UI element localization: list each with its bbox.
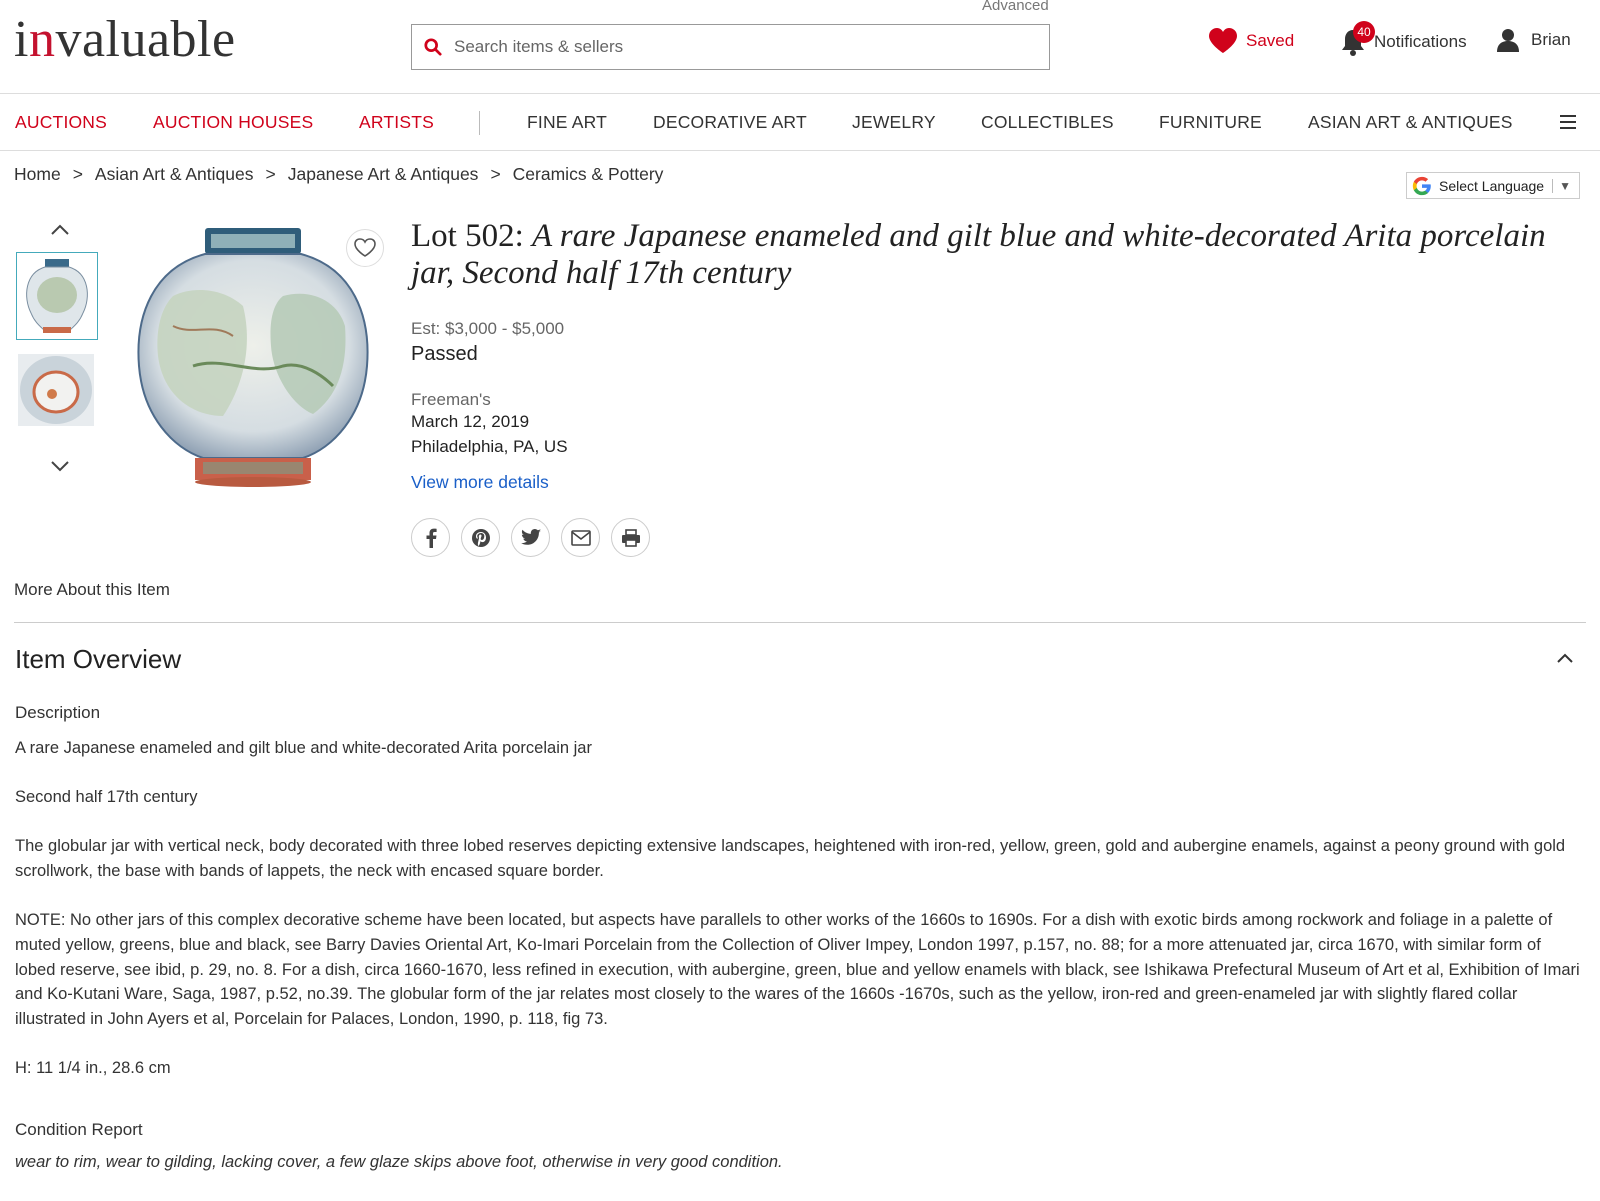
breadcrumb-separator: > (490, 164, 501, 184)
more-about-heading: More About this Item (14, 580, 170, 599)
search-icon[interactable] (424, 38, 442, 56)
chevron-up-icon[interactable] (50, 222, 70, 236)
print-icon[interactable] (611, 518, 650, 557)
description-paragraph: Second half 17th century (15, 788, 198, 807)
search-input[interactable] (454, 37, 1034, 57)
search-bar[interactable] (411, 24, 1050, 70)
breadcrumb-ceramics[interactable]: Ceramics & Pottery (512, 164, 664, 184)
logo-rest: valuable (55, 11, 236, 68)
description-paragraph: A rare Japanese enameled and gilt blue and white-decorated Arita porcelain jar (15, 739, 592, 757)
nav-artists[interactable]: ARTISTS (359, 112, 434, 132)
view-more-details-link[interactable]: View more details (411, 472, 549, 492)
nav-fine-art[interactable]: FINE ART (527, 112, 608, 132)
description-paragraph: H: 11 1/4 in., 28.6 cm (15, 1059, 171, 1078)
breadcrumb-japanese-art[interactable]: Japanese Art & Antiques (287, 164, 479, 184)
thumbnail-base[interactable] (16, 354, 98, 442)
notification-badge: 40 (1353, 21, 1375, 43)
saved-label: Saved (1246, 31, 1295, 50)
logo-accent: n (28, 11, 56, 68)
breadcrumb-separator: > (265, 164, 276, 184)
description-heading: Description (15, 703, 101, 722)
main-nav (0, 93, 1600, 151)
collapse-chevron-icon[interactable] (1557, 653, 1573, 663)
lot-main-image[interactable] (133, 226, 373, 488)
language-select[interactable] (1406, 172, 1580, 199)
nav-auctions[interactable]: AUCTIONS (15, 112, 108, 132)
item-overview-title[interactable]: Item Overview (15, 644, 182, 674)
description-paragraph: NOTE: No other jars of this complex decorative scheme have been located, but aspects have parallels to other works of the 1660s to 1690s. For a dish with exotic birds among rockwork and foliage in a palette of muted yellow, greens, blue and black, see Barry Davies Oriental Art, Ko-Imari Porcelain from the Collection of Oliver Impey, London 1997, p.157, no. 88; for a more attenuated jar, circa 1670, with similar form of lobed reserve, see ibid, p. 29, no. 8. For a dish, circa 1660-1670, less refined in execution, with aubergine, green, blue and yellow enamels with black, see Ishikawa Prefectural Museum of Art et al, Exhibition of Imari and Ko-Kutani Ware, Saga, 1987, p.52, no.39. The globular form of the jar relates most closely to the wares of the 1660s -1670s, such as the yellow, iron-red and green-enameled jar with slightly flared collar illustrated in John Ayers et al, Porcelain for Palaces, London, 1990, p. 118, fig 73. (15, 911, 1580, 1029)
auction-date: March 12, 2019 (411, 412, 530, 431)
lot-name: A rare Japanese enameled and gilt blue and white-decorated Arita porcelain jar, Second half 17th century (411, 218, 1546, 291)
notifications-link[interactable] (1340, 25, 1467, 56)
logo-prefix: i (14, 11, 29, 68)
heart-icon (1208, 28, 1238, 54)
description-paragraph: The globular jar with vertical neck, body decorated with three lobed reserves depicting extensive landscapes, heightened with iron-red, yellow, green, gold and aubergine enamels, against a peony ground with gold scrollwork, the base with bands of lappets, the neck with encased square border. (15, 837, 1566, 881)
user-icon (1497, 28, 1519, 52)
nav-furniture[interactable]: FURNITURE (1159, 112, 1262, 132)
hamburger-menu-icon[interactable] (1560, 115, 1576, 129)
nav-collectibles[interactable]: COLLECTIBLES (981, 112, 1114, 132)
lot-title (411, 218, 1561, 292)
favorite-button[interactable] (346, 229, 384, 267)
user-name: Brian (1531, 30, 1571, 49)
heart-outline-icon (354, 238, 376, 258)
user-menu[interactable] (1497, 28, 1571, 52)
nav-divider (479, 111, 480, 135)
advanced-search-link[interactable]: Advanced (982, 0, 1049, 14)
twitter-icon[interactable] (511, 518, 550, 557)
thumbnail-front[interactable] (16, 252, 98, 340)
breadcrumb-home[interactable]: Home (14, 164, 61, 184)
nav-asian-art[interactable]: ASIAN ART & ANTIQUES (1308, 112, 1513, 132)
dropdown-arrow-icon: ▼ (1552, 179, 1571, 193)
section-divider (14, 622, 1586, 623)
chevron-down-icon[interactable] (50, 460, 70, 474)
notifications-label: Notifications (1374, 32, 1467, 51)
breadcrumb (14, 164, 663, 185)
auction-location: Philadelphia, PA, US (411, 437, 568, 456)
invaluable-logo[interactable] (14, 10, 236, 69)
site-header (0, 0, 1600, 93)
lot-estimate: Est: $3,000 - $5,000 (411, 319, 565, 338)
language-label: Select Language (1439, 177, 1545, 194)
breadcrumb-asian-art[interactable]: Asian Art & Antiques (94, 164, 254, 184)
pinterest-icon[interactable] (461, 518, 500, 557)
lot-number: Lot 502: (411, 218, 524, 254)
nav-decorative-art[interactable]: DECORATIVE ART (653, 112, 807, 132)
breadcrumb-separator: > (72, 164, 83, 184)
share-bar (411, 518, 650, 557)
condition-report-heading: Condition Report (15, 1120, 143, 1139)
facebook-icon[interactable] (411, 518, 450, 557)
nav-auction-houses[interactable]: AUCTION HOUSES (153, 112, 314, 132)
google-icon (1411, 175, 1433, 197)
email-icon[interactable] (561, 518, 600, 557)
saved-link[interactable] (1208, 28, 1294, 54)
lot-status: Passed (411, 343, 478, 365)
description-body (15, 736, 1580, 1106)
auction-house[interactable]: Freeman's (411, 390, 491, 409)
condition-report-text: wear to rim, wear to gilding, lacking cover, a few glaze skips above foot, otherwise in very good condition. (15, 1153, 783, 1171)
nav-jewelry[interactable]: JEWELRY (852, 112, 936, 132)
